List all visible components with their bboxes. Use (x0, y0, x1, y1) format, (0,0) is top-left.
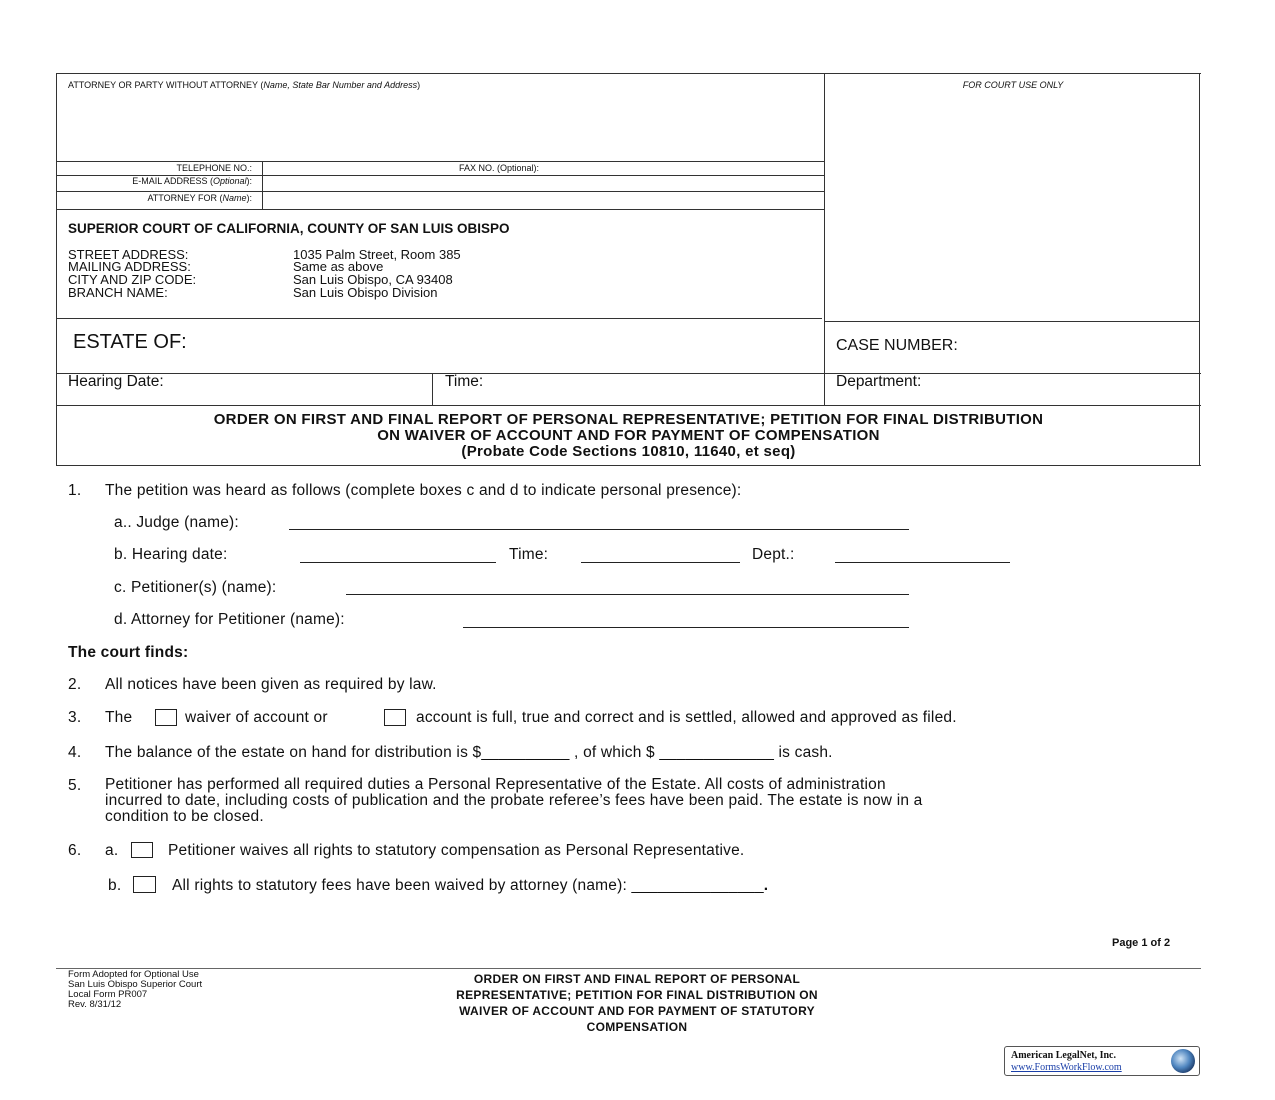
item-1a-label: a.. Judge (name): (114, 514, 239, 531)
attorney-name-field[interactable] (463, 627, 909, 628)
estate-row-top (56, 318, 822, 319)
item-5-line3: condition to be closed. (105, 808, 264, 825)
hearing-time-field[interactable] (581, 562, 740, 563)
item-6a-text: Petitioner waives all rights to statutory compensation as Personal Representative. (168, 842, 745, 859)
court-use-label: FOR COURT USE ONLY (962, 80, 1064, 90)
order-title-line3: (Probate Code Sections 10810, 11640, et seq) (461, 443, 796, 460)
attorney-for-label: ATTORNEY FOR (Name): (147, 193, 252, 203)
street-address-label: STREET ADDRESS: (68, 247, 189, 262)
item-2-number: 2. (68, 676, 82, 693)
order-title-line1: ORDER ON FIRST AND FINAL REPORT OF PERSONAL REPRESENTATIVE; PETITION FOR FINAL DISTRIBUTION (213, 411, 1044, 428)
court-use-bottom (824, 321, 1200, 322)
item-1b-time-label: Time: (509, 546, 549, 563)
item-1-number: 1. (68, 482, 82, 499)
logo-company-name: American LegalNet, Inc. (1011, 1050, 1116, 1061)
footer-title-line2: REPRESENTATIVE; PETITION FOR FINAL DISTRIBUTION ON (456, 988, 818, 1002)
item-1c-label: c. Petitioner(s) (name): (114, 579, 277, 596)
fax-label: FAX NO. (Optional): (459, 163, 540, 173)
page-number: Page 1 of 2 (1112, 937, 1171, 949)
item-3-the: The (105, 709, 133, 726)
item-3-waiver-text: waiver of account or (185, 709, 328, 726)
time-label: Time: (445, 373, 484, 390)
mailing-address-value: Same as above (293, 259, 384, 274)
item-6-number: 6. (68, 842, 82, 859)
street-address-value: 1035 Palm Street, Room 385 (293, 247, 461, 262)
header-top-border (56, 73, 1201, 74)
hearing-dept-field[interactable] (835, 562, 1010, 563)
logo-url-link[interactable]: www.FormsWorkFlow.com (1011, 1062, 1122, 1073)
footer-title-line3: WAIVER OF ACCOUNT AND FOR PAYMENT OF STATUTORY (459, 1004, 815, 1018)
item-4-text: The balance of the estate on hand for distribution is $__________ , of which $ _____________ is cash. (105, 744, 833, 761)
branch-name-value: San Luis Obispo Division (293, 285, 438, 300)
item-3-number: 3. (68, 709, 82, 726)
footer-title (387, 971, 887, 1035)
footer-title-line1: ORDER ON FIRST AND FINAL REPORT OF PERSONAL (473, 972, 801, 986)
form-adopted-line3: Local Form PR007 (68, 989, 148, 1000)
item-6a-letter: a. (105, 842, 119, 859)
mailing-address-label: MAILING ADDRESS: (68, 259, 191, 274)
petitioner-name-field[interactable] (346, 594, 909, 595)
phone-row-top (56, 161, 825, 162)
email-label: E-MAIL ADDRESS (Optional): (132, 176, 252, 186)
header-middle-divider (824, 73, 825, 406)
estate-label: ESTATE OF: (73, 331, 187, 353)
form-adopted-line2: San Luis Obispo Superior Court (68, 979, 203, 990)
court-finds-heading: The court finds: (68, 644, 189, 661)
american-legalnet-logo[interactable] (1004, 1046, 1200, 1076)
waive-compensation-checkbox[interactable] (131, 842, 153, 858)
account-checkbox[interactable] (384, 709, 406, 726)
case-number-label: CASE NUMBER: (836, 337, 958, 354)
order-title (56, 412, 1201, 460)
form-adopted-line1: Form Adopted for Optional Use (68, 969, 199, 980)
header-right-border (1199, 73, 1200, 466)
item-5-text (105, 777, 923, 825)
item-1b-label: b. Hearing date: (114, 546, 228, 563)
item-6b-letter: b. (108, 877, 122, 894)
form-adopted-line4: Rev. 8/31/12 (68, 999, 122, 1010)
branch-name-label: BRANCH NAME: (68, 285, 168, 300)
item-5-line2: incurred to date, including costs of publication and the probate referee’s fees have been paid. The estate is now in a (105, 792, 923, 809)
item-1b-dept-label: Dept.: (752, 546, 795, 563)
attorney-for-row-bottom (56, 209, 825, 210)
waiver-of-account-checkbox[interactable] (155, 709, 177, 726)
item-1d-label: d. Attorney for Petitioner (name): (114, 611, 345, 628)
hearing-row-top (56, 373, 1201, 374)
item-3-rest-text: account is full, true and correct and is settled, allowed and approved as filed. (416, 709, 957, 726)
city-zip-label: CITY AND ZIP CODE: (68, 272, 197, 287)
hearing-row-bottom (56, 405, 1201, 406)
item-2-text: All notices have been given as required by law. (105, 676, 437, 693)
item-4-number: 4. (68, 744, 82, 761)
header-left-border (56, 73, 57, 466)
email-row-bottom (56, 191, 825, 192)
order-title-line2: ON WAIVER OF ACCOUNT AND FOR PAYMENT OF COMPENSATION (377, 427, 880, 444)
footer-title-line4: COMPENSATION (586, 1020, 688, 1034)
city-zip-value: San Luis Obispo, CA 93408 (293, 272, 453, 287)
label-column-divider (262, 161, 263, 209)
department-label: Department: (836, 373, 922, 390)
item-6b-text: All rights to statutory fees have been waived by attorney (name): _______________. (172, 877, 769, 894)
form-adopted-block (68, 970, 202, 1010)
item-5-number: 5. (68, 777, 82, 794)
hearing-date-field[interactable] (300, 562, 496, 563)
item-1-text: The petition was heard as follows (complete boxes c and d to indicate personal presence): (105, 482, 742, 499)
globe-icon (1171, 1049, 1195, 1073)
court-name: SUPERIOR COURT OF CALIFORNIA, COUNTY OF SAN LUIS OBISPO (68, 221, 510, 236)
judge-name-field[interactable] (289, 529, 909, 530)
hearing-date-label: Hearing Date: (68, 373, 164, 390)
item-5-line1: Petitioner has performed all required duties a Personal Representative of the Estate. All costs of administration (105, 776, 886, 793)
header-bottom-border (56, 465, 1201, 466)
hearing-time-divider (432, 373, 433, 405)
fees-waived-checkbox[interactable] (133, 876, 156, 893)
telephone-label: TELEPHONE NO.: (176, 163, 252, 173)
footer-rule (56, 968, 1201, 969)
attorney-label: ATTORNEY OR PARTY WITHOUT ATTORNEY (Name, State Bar Number and Address) (68, 80, 421, 90)
